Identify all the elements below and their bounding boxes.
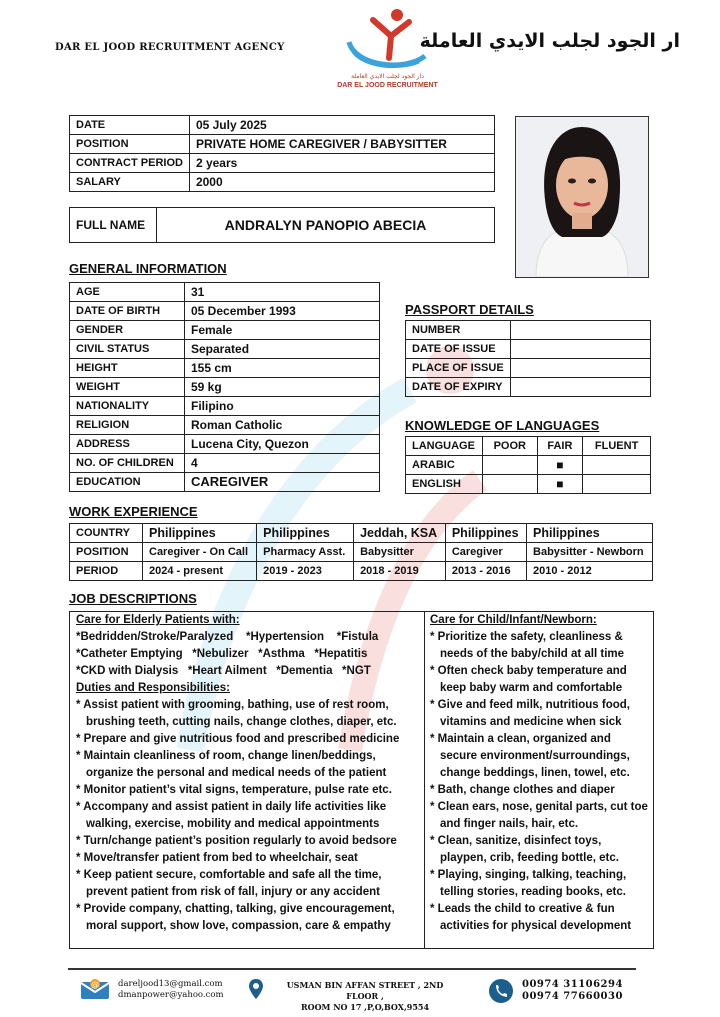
table-row [70,340,380,359]
footer-phone-2[interactable]: 00974 77660030 [522,991,623,1002]
duty-item: * Maintain cleanliness of room, change linen/beddings, organize the personal and medical needs of the patient [76,750,387,779]
footer-divider [68,968,636,970]
general-info-label: CIVIL STATUS [70,340,185,359]
passport-label: DATE OF ISSUE [406,340,511,359]
child-duty-item: * Clean ears, nose, genital parts, cut toe and finger nails, hair, etc. [430,801,648,830]
footer-email-2[interactable]: dmanpower@yahoo.com [118,990,224,1000]
child-duty-item: * Bath, change clothes and diaper [430,784,615,796]
general-info-value: Filipino [185,397,380,416]
work-period-value: 2010 - 2012 [527,562,653,581]
table-row [70,397,380,416]
table-row [406,437,651,456]
general-info-value: Lucena City, Quezon [185,435,380,454]
language-column-header: POOR [483,437,538,456]
passport-value [510,340,650,359]
passport-heading: PASSPORT DETAILS [405,302,534,317]
work-country-value: Jeddah, KSA [354,524,446,543]
table-row [70,435,380,454]
language-column-header: FAIR [537,437,583,456]
general-info-label: WEIGHT [70,378,185,397]
passport-label: NUMBER [406,321,511,340]
table-row [70,208,495,243]
child-care-heading: Care for Child/Infant/Newborn: [430,614,597,626]
child-duty-item: * Often check baby temperature and keep baby warm and comfortable [430,665,627,694]
location-pin-icon [248,978,264,1000]
table-row [70,321,380,340]
work-experience-heading: WORK EXPERIENCE [69,504,198,519]
elderly-care-heading: Care for Elderly Patients with: [76,614,240,626]
email-icon [80,978,110,1000]
languages-heading: KNOWLEDGE OF LANGUAGES [405,418,600,433]
duties-heading: Duties and Responsibilities: [76,682,230,694]
work-country-value: Philippines [445,524,526,543]
table-row [70,116,495,135]
footer-emails [118,979,224,1001]
agency-name: DAR EL JOOD RECRUITMENT AGENCY [55,42,285,53]
work-period-value: 2013 - 2016 [445,562,526,581]
child-duty-item: * Prioritize the safety, cleanliness & needs of the baby/child at all time [430,631,625,660]
general-info-value: 4 [185,454,380,473]
contract-period-value: 2 years [189,154,494,173]
table-row [406,475,651,494]
language-column-header: FLUENT [583,437,651,456]
work-country-value: Philippines [527,524,653,543]
table-row [70,283,380,302]
child-duty-item: * Clean, sanitize, disinfect toys, playpen, crib, feeding bottle, etc. [430,835,619,864]
table-row [70,562,653,581]
work-position-label: POSITION [70,543,143,562]
salary-value: 2000 [189,173,494,192]
duty-item: * Provide company, chatting, talking, give encouragement, moral support, show love, compassion, care & empathy [76,903,395,932]
date-value: 05 July 2025 [189,116,494,135]
footer-phones [522,979,623,1003]
portrait-image [516,117,648,277]
agency-logo [345,6,430,74]
footer-phone-1[interactable]: 00974 31106294 [522,979,623,990]
elderly-care-column [76,612,421,935]
table-row [406,456,651,475]
table-row [70,135,495,154]
language-level-fair: ■ [537,456,583,475]
table-row [70,454,380,473]
work-position-value: Babysitter - Newborn [527,543,653,562]
language-name: ENGLISH [406,475,483,494]
work-position-value: Pharmacy Asst. [257,543,354,562]
work-period-value: 2018 - 2019 [354,562,446,581]
passport-label: DATE OF EXPIRY [406,378,511,397]
work-period-value: 2019 - 2023 [257,562,354,581]
child-duty-item: * Playing, singing, talking, teaching, telling stories, reading books, etc. [430,869,627,898]
duty-item: * Move/transfer patient from bed to wheelchair, seat [76,852,358,864]
language-level-fair: ■ [537,475,583,494]
duty-item: * Keep patient secure, comfortable and safe all the time, prevent patient from risk of fall, injury or any accident [76,869,382,898]
position-value: PRIVATE HOME CAREGIVER / BABYSITTER [189,135,494,154]
general-info-value: 05 December 1993 [185,302,380,321]
contract-period-label: CONTRACT PERIOD [70,154,190,173]
table-row [70,543,653,562]
language-level-poor [483,475,538,494]
table-row [70,359,380,378]
job-divider [424,611,425,948]
table-row [406,378,651,397]
table-row [70,173,495,192]
elderly-condition-line: *Bedridden/Stroke/Paralyzed *Hypertension *Fistula [76,631,379,643]
general-info-value: 155 cm [185,359,380,378]
table-row [406,340,651,359]
table-row [70,378,380,397]
full-name-value: ANDRALYN PANOPIO ABECIA [157,208,495,243]
work-position-value: Caregiver [445,543,526,562]
footer-email-1[interactable]: dareljood13@gmail.com [118,979,223,989]
duty-item: * Monitor patient’s vital signs, temperature, pulse rate etc. [76,784,392,796]
table-row [406,321,651,340]
logo-english-text: DAR EL JOOD RECRUITMENT [337,82,438,89]
arabic-agency-title: ار الجود لجلب الايدي العاملة [419,30,680,52]
duty-item: * Assist patient with grooming, bathing, use of rest room, brushing teeth, cutting nails, change clothes, diaper, etc. [76,699,397,728]
table-row [70,524,653,543]
general-info-label: AGE [70,283,185,302]
general-info-label: DATE OF BIRTH [70,302,185,321]
svg-text:@: @ [91,980,99,989]
duty-item: * Turn/change patient’s position regularly to avoid bedsore [76,835,397,847]
logo-arabic-text: دار الجود لجلب الايدي العاملة [351,73,424,80]
work-position-value: Caregiver - On Call [143,543,257,562]
table-row [70,154,495,173]
language-level-fluent [583,456,651,475]
language-level-poor [483,456,538,475]
general-info-label: EDUCATION [70,473,185,492]
general-info-value: CAREGIVER [185,473,380,492]
table-row [70,416,380,435]
child-duty-item: * Maintain a clean, organized and secure environment/surroundings, change beddings, linen, towel, etc. [430,733,630,779]
duty-item: * Prepare and give nutritious food and prescribed medicine [76,733,400,745]
general-info-value: 31 [185,283,380,302]
general-info-heading: GENERAL INFORMATION [69,261,227,276]
table-row [70,473,380,492]
full-name-table [69,207,495,243]
duty-item: * Accompany and assist patient in daily life activities like walking, exercise, mobility and medical appointments [76,801,387,830]
general-info-label: NATIONALITY [70,397,185,416]
child-duty-item: * Leads the child to creative & fun activities for physical development [430,903,632,932]
table-row [70,302,380,321]
language-column-header: LANGUAGE [406,437,483,456]
general-info-value: Separated [185,340,380,359]
languages-table [405,436,651,494]
passport-value [510,359,650,378]
job-descriptions-heading: JOB DESCRIPTIONS [69,591,197,606]
general-info-label: NO. OF CHILDREN [70,454,185,473]
footer-address-line-1: USMAN BIN AFFAN STREET , 2ND FLOOR , [286,980,444,1001]
top-info-table [69,115,495,192]
general-info-table [69,282,380,492]
general-info-label: ADDRESS [70,435,185,454]
elderly-condition-line: *Catheter Emptying *Nebulizer *Asthma *Hepatitis [76,648,368,660]
passport-value [510,378,650,397]
child-care-column [430,612,648,935]
child-duty-item: * Give and feed milk, nutritious food, vitamins and medicine when sick [430,699,630,728]
passport-table [405,320,651,397]
work-period-value: 2024 - present [143,562,257,581]
general-info-value: 59 kg [185,378,380,397]
general-info-label: RELIGION [70,416,185,435]
general-info-value: Female [185,321,380,340]
footer-address-line-2: ROOM NO 17 ,P,O,BOX,9554 [300,1002,430,1012]
general-info-value: Roman Catholic [185,416,380,435]
salary-label: SALARY [70,173,190,192]
passport-label: PLACE OF ISSUE [406,359,511,378]
general-info-label: GENDER [70,321,185,340]
work-experience-table [69,523,653,581]
position-label: POSITION [70,135,190,154]
child-duties-list [430,629,648,935]
passport-value [510,321,650,340]
elderly-condition-line: *CKD with Dialysis *Heart Ailment *Dementia *NGT [76,665,371,677]
work-country-label: COUNTRY [70,524,143,543]
table-row [406,359,651,378]
language-level-fluent [583,475,651,494]
full-name-label: FULL NAME [70,208,157,243]
work-period-label: PERIOD [70,562,143,581]
footer-address [270,980,460,1013]
work-country-value: Philippines [257,524,354,543]
duties-list [76,697,421,935]
phone-icon [488,978,514,1004]
work-position-value: Babysitter [354,543,446,562]
language-name: ARABIC [406,456,483,475]
date-label: DATE [70,116,190,135]
work-country-value: Philippines [143,524,257,543]
general-info-label: HEIGHT [70,359,185,378]
applicant-photo [515,116,649,278]
